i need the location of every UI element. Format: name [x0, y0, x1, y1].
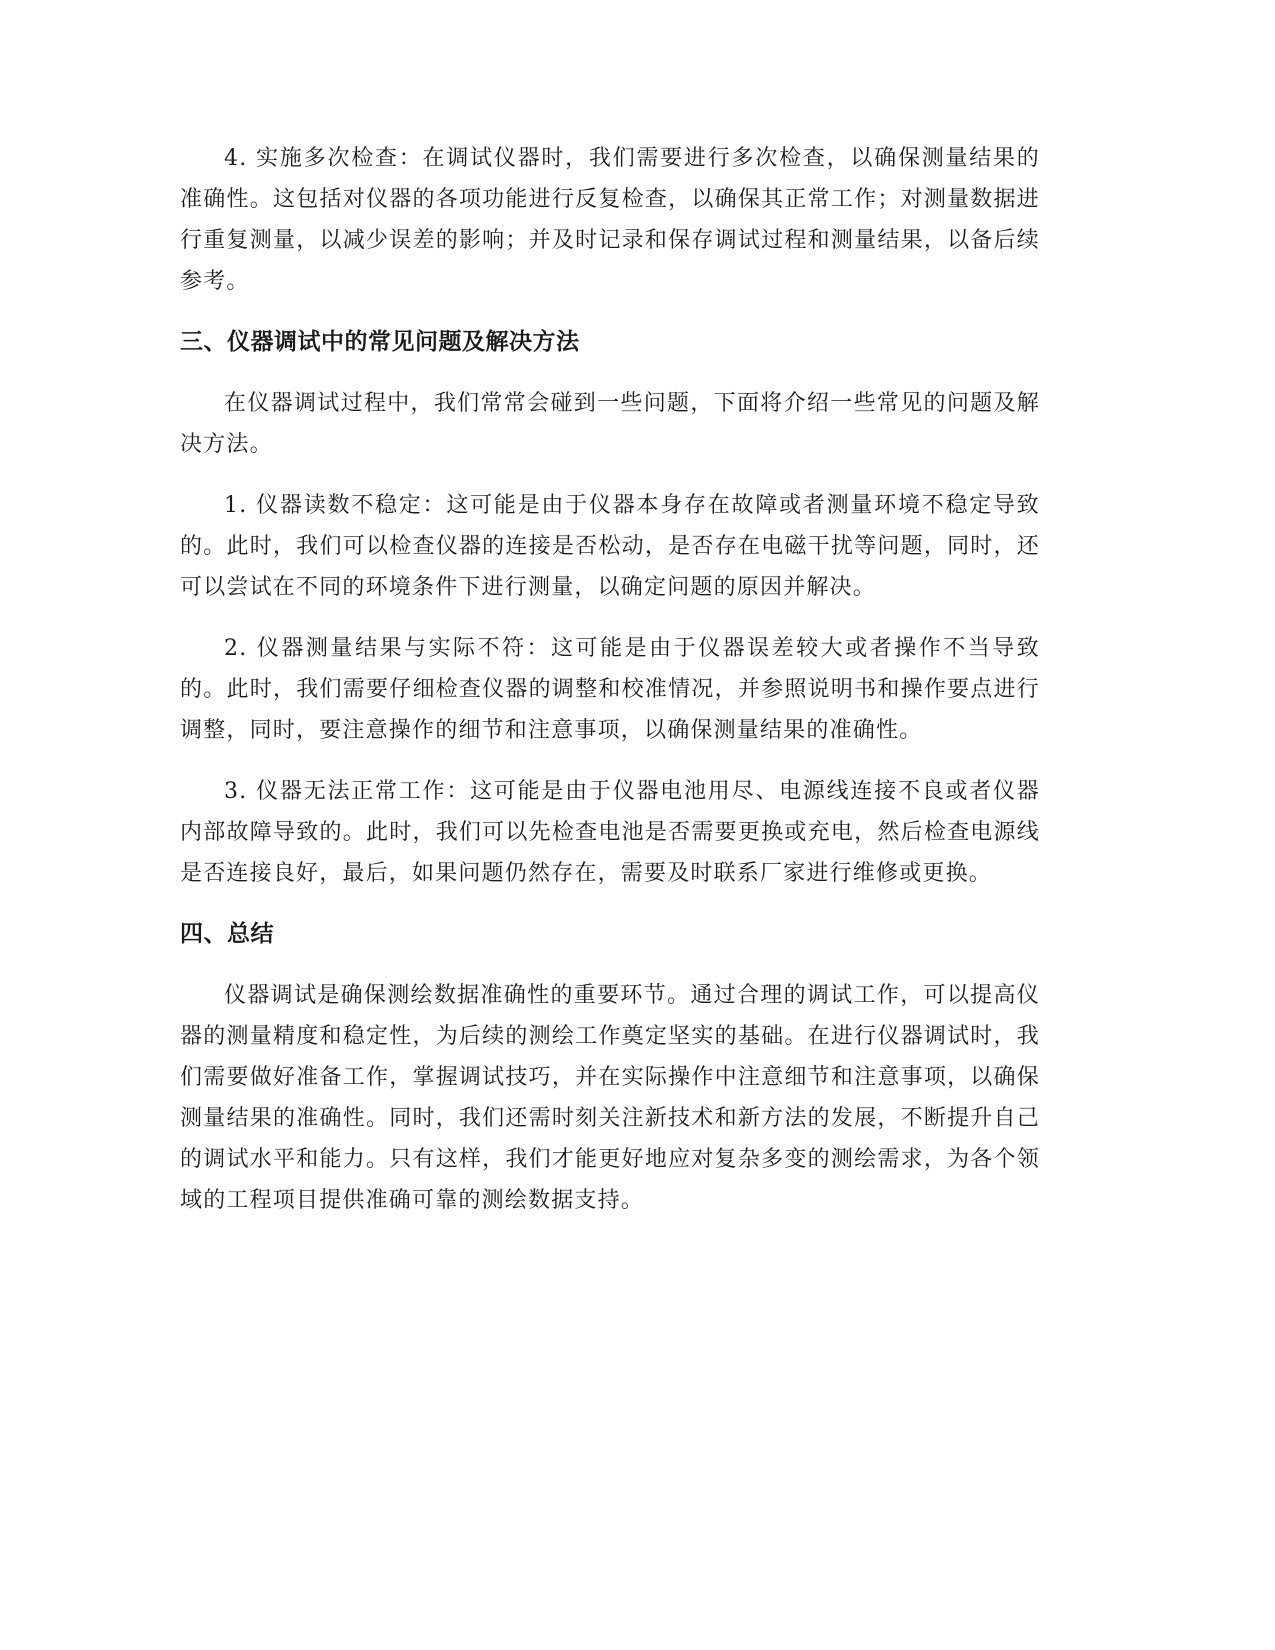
- paragraph-problem-2: 2. 仪器测量结果与实际不符：这可能是由于仪器误差较大或者操作不当导致的。此时，我们需要仔细检查仪器的调整和校准情况，并参照说明书和操作要点进行调整，同时，要注意操作的细节和注意事项，以确保测量结果的准确性。: [180, 636, 1040, 743]
- section-heading-summary: 四、总结: [180, 921, 274, 947]
- paragraph-step-4: 4. 实施多次检查：在调试仪器时，我们需要进行多次检查，以确保测量结果的准确性。这包括对仪器的各项功能进行反复检查，以确保其正常工作；对测量数据进行重复测量，以减少误差的影响；并及时记录和保存调试过程和测量结果，以备后续参考。: [180, 146, 1040, 294]
- document-page: [180, 138, 1040, 1241]
- paragraph-summary: 仪器调试是确保测绘数据准确性的重要环节。通过合理的调试工作，可以提高仪器的测量精度和稳定性，为后续的测绘工作奠定坚实的基础。在进行仪器调试时，我们需要做好准备工作，掌握调试技巧，并在实际操作中注意细节和注意事项，以确保测量结果的准确性。同时，我们还需时刻关注新技术和新方法的发展，不断提升自己的调试水平和能力。只有这样，我们才能更好地应对复杂多变的测绘需求，为各个领域的工程项目提供准确可靠的测绘数据支持。: [180, 983, 1040, 1213]
- paragraph-intro-problems: 在仪器调试过程中，我们常常会碰到一些问题，下面将介绍一些常见的问题及解决方法。: [180, 391, 1040, 457]
- paragraph-problem-1: 1. 仪器读数不稳定：这可能是由于仪器本身存在故障或者测量环境不稳定导致的。此时，我们可以检查仪器的连接是否松动，是否存在电磁干扰等问题，同时，还可以尝试在不同的环境条件下进行测量，以确定问题的原因并解决。: [180, 493, 1040, 600]
- paragraph-problem-3: 3. 仪器无法正常工作：这可能是由于仪器电池用尽、电源线连接不良或者仪器内部故障导致的。此时，我们可以先检查电池是否需要更换或充电，然后检查电源线是否连接良好，最后，如果问题仍然存在，需要及时联系厂家进行维修或更换。: [180, 779, 1040, 886]
- section-heading-common-problems: 三、仪器调试中的常见问题及解决方法: [180, 329, 580, 355]
